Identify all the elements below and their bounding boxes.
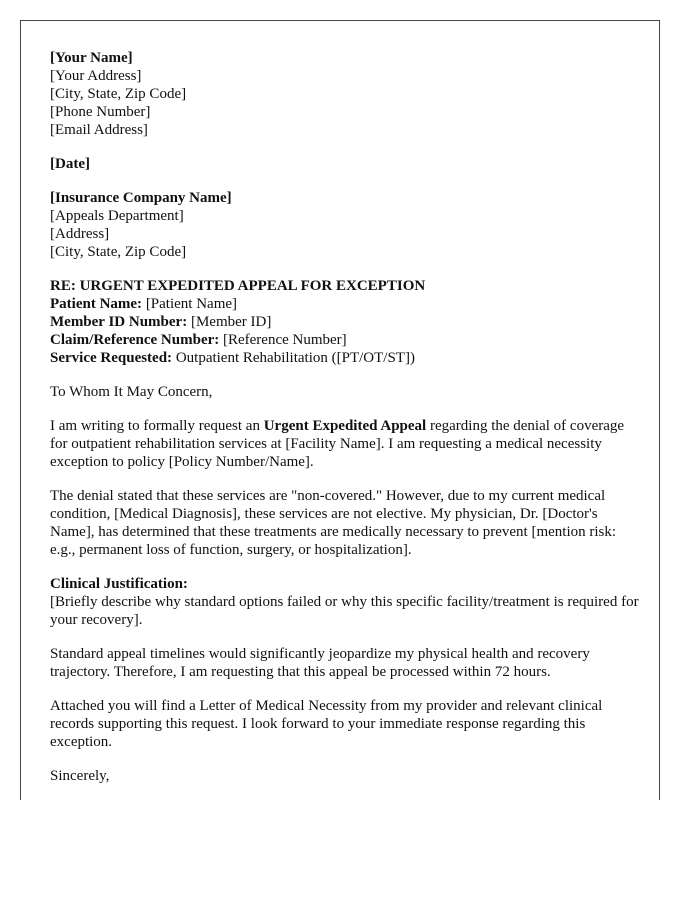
- date-block: [50, 155, 640, 173]
- re-member-value: [Member ID]: [187, 314, 272, 330]
- sender-phone: [Phone Number]: [50, 104, 151, 120]
- re-claim-label: Claim/Reference Number:: [50, 332, 220, 348]
- sender-block: [50, 49, 640, 139]
- re-patient-value: [Patient Name]: [142, 296, 238, 312]
- sender-city-state-zip: [City, State, Zip Code]: [50, 86, 187, 102]
- closing: Sincerely,: [50, 768, 110, 784]
- recipient-department: [Appeals Department]: [50, 208, 184, 224]
- recipient-block: [50, 189, 640, 261]
- re-claim-value: [Reference Number]: [219, 332, 347, 348]
- re-claim-line: [50, 331, 640, 349]
- re-service-label: Service Requested:: [50, 350, 173, 366]
- paragraph-request: [50, 417, 640, 471]
- paragraph-request-after: regarding the denial of coverage for outpatient rehabilitation services at [Facility Name]. I am requesting a medical necessity exception to policy [Policy Number/Name].: [50, 418, 625, 470]
- re-service-line: [50, 349, 640, 367]
- re-patient-label: Patient Name:: [50, 296, 143, 312]
- clinical-heading: Clinical Justification:: [50, 576, 188, 592]
- paragraph-request-before: I am writing to formally request an: [50, 418, 264, 434]
- re-block: [50, 277, 640, 367]
- paragraph-attachments: Attached you will find a Letter of Medical Necessity from my provider and relevant clinical records supporting this request. I look forward to your immediate response regarding this exception.: [50, 698, 603, 750]
- letter-body: [50, 49, 640, 801]
- re-patient-line: [50, 295, 640, 313]
- paragraph-timeline: Standard appeal timelines would significantly jeopardize my physical health and recovery trajectory. Therefore, I am requesting that this appeal be processed within 72 hours.: [50, 646, 590, 680]
- sender-name: [Your Name]: [50, 50, 133, 66]
- paragraph-request-bold: Urgent Expedited Appeal: [263, 418, 427, 434]
- recipient-address: [Address]: [50, 226, 110, 242]
- letter-page: [20, 20, 660, 800]
- recipient-city-state-zip: [City, State, Zip Code]: [50, 244, 187, 260]
- letter-date: [Date]: [50, 156, 90, 172]
- sender-email: [Email Address]: [50, 122, 148, 138]
- salutation: To Whom It May Concern,: [50, 384, 213, 400]
- sender-address: [Your Address]: [50, 68, 142, 84]
- re-subject: RE: URGENT EXPEDITED APPEAL FOR EXCEPTION: [50, 278, 426, 294]
- clinical-text: [Briefly describe why standard options failed or why this specific facility/treatment is required for your recovery].: [50, 594, 639, 628]
- clinical-justification: [50, 575, 640, 629]
- paragraph-denial: The denial stated that these services are "non-covered." However, due to my current medical condition, [Medical Diagnosis], these services are not elective. My physician, Dr. [Doctor's Name], has determined that these treatments are medically necessary to prevent [mention risk: e.g., permanent loss of function, surgery, or hospitalization].: [50, 488, 617, 558]
- re-member-label: Member ID Number:: [50, 314, 188, 330]
- re-service-value: Outpatient Rehabilitation ([PT/OT/ST]): [172, 350, 415, 366]
- recipient-company: [Insurance Company Name]: [50, 190, 232, 206]
- re-member-line: [50, 313, 640, 331]
